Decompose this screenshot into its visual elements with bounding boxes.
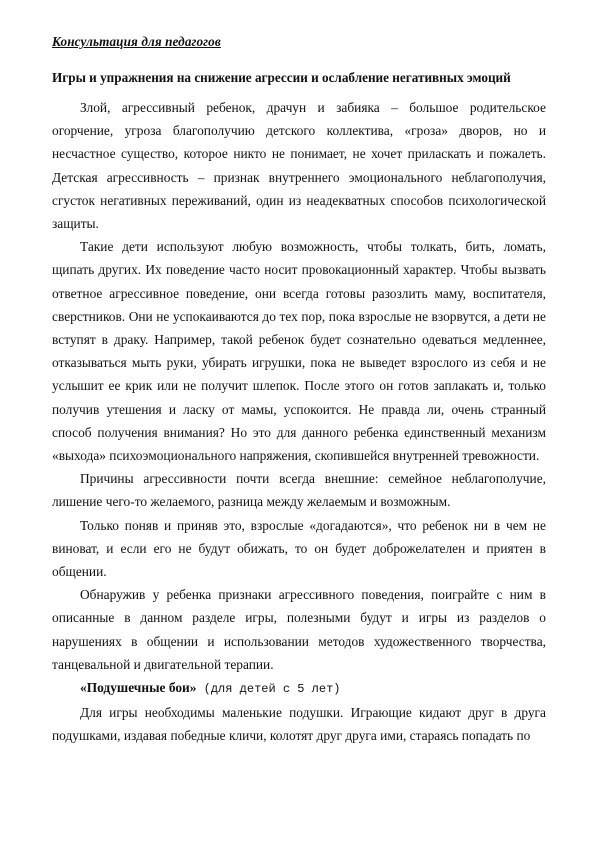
game-description: Для игры необходимы маленькие подушки. Играющие кидают друг в друга подушками, издавая победные кличи, колотят друг друга ими, стараясь попадать по [52, 705, 546, 744]
game-age-note: (для детей с 5 лет) [196, 682, 341, 697]
document-heading: Консультация для педагогов [52, 34, 221, 49]
paragraph-1: Злой, агрессивный ребенок, драчун и забияка – большое родительское огорчение, угроза благополучию детского коллектива, «гроза» дворов, но и несчастное существо, которое никто не понимает, не хочет приласкать и пожалеть. Детская агрессивность – признак внутреннего эмоционального неблагополучия, сгусток негативных переживаний, один из неадекватных способов психологической защиты. [52, 100, 546, 232]
paragraph-4: Только поняв и приняв это, взрослые «догадаются», что ребенок ни в чем не виноват, и если его не будут обижать, то он будет доброжелателен и приятен в общении. [52, 517, 546, 580]
paragraph-2: Такие дети используют любую возможность, чтобы толкать, бить, ломать, щипать других. Их поведение часто носит провокационный характер. Чтобы вызвать ответное агрессивное поведение, они всегда готовы разозлить маму, воспитателя, сверстников. Они не успокаиваются до тех пор, пока взрослые не взорвутся, а дети не вступят в драку. Например, такой ребенок будет сознательно одеваться медленнее, отказываться мыть руки, убирать игрушки, пока не выведет взрослого из себя и не услышит ее крик или не получит шлепок. После этого он готов заплакать и, только получив утешения и ласку от мамы, успокоится. Не правда ли, очень странный способ получения внимания? Но это для данного ребенка единственный механизм «выхода» психоэмоционального напряжения, скопившейся внутренней тревожности. [52, 239, 546, 464]
document-body [52, 96, 546, 748]
document-subheading: Игры и упражнения на снижение агрессии и ослабление негативных эмоций [52, 70, 511, 85]
game-heading-line [52, 676, 546, 701]
paragraph-5: Обнаружив у ребенка признаки агрессивного поведения, поиграйте с ним в описанные в данном разделе игры, полезными будут и игры из разделов о нарушениях в общении и использовании методов художественного творчества, танцевальной и двигательной терапии. [52, 587, 546, 672]
paragraph-3: Причины агрессивности почти всегда внешние: семейное неблагополучие, лишение чего-то желаемого, разница между желаемым и возможным. [52, 471, 546, 510]
game-title: «Подушечные бои» [80, 680, 197, 696]
